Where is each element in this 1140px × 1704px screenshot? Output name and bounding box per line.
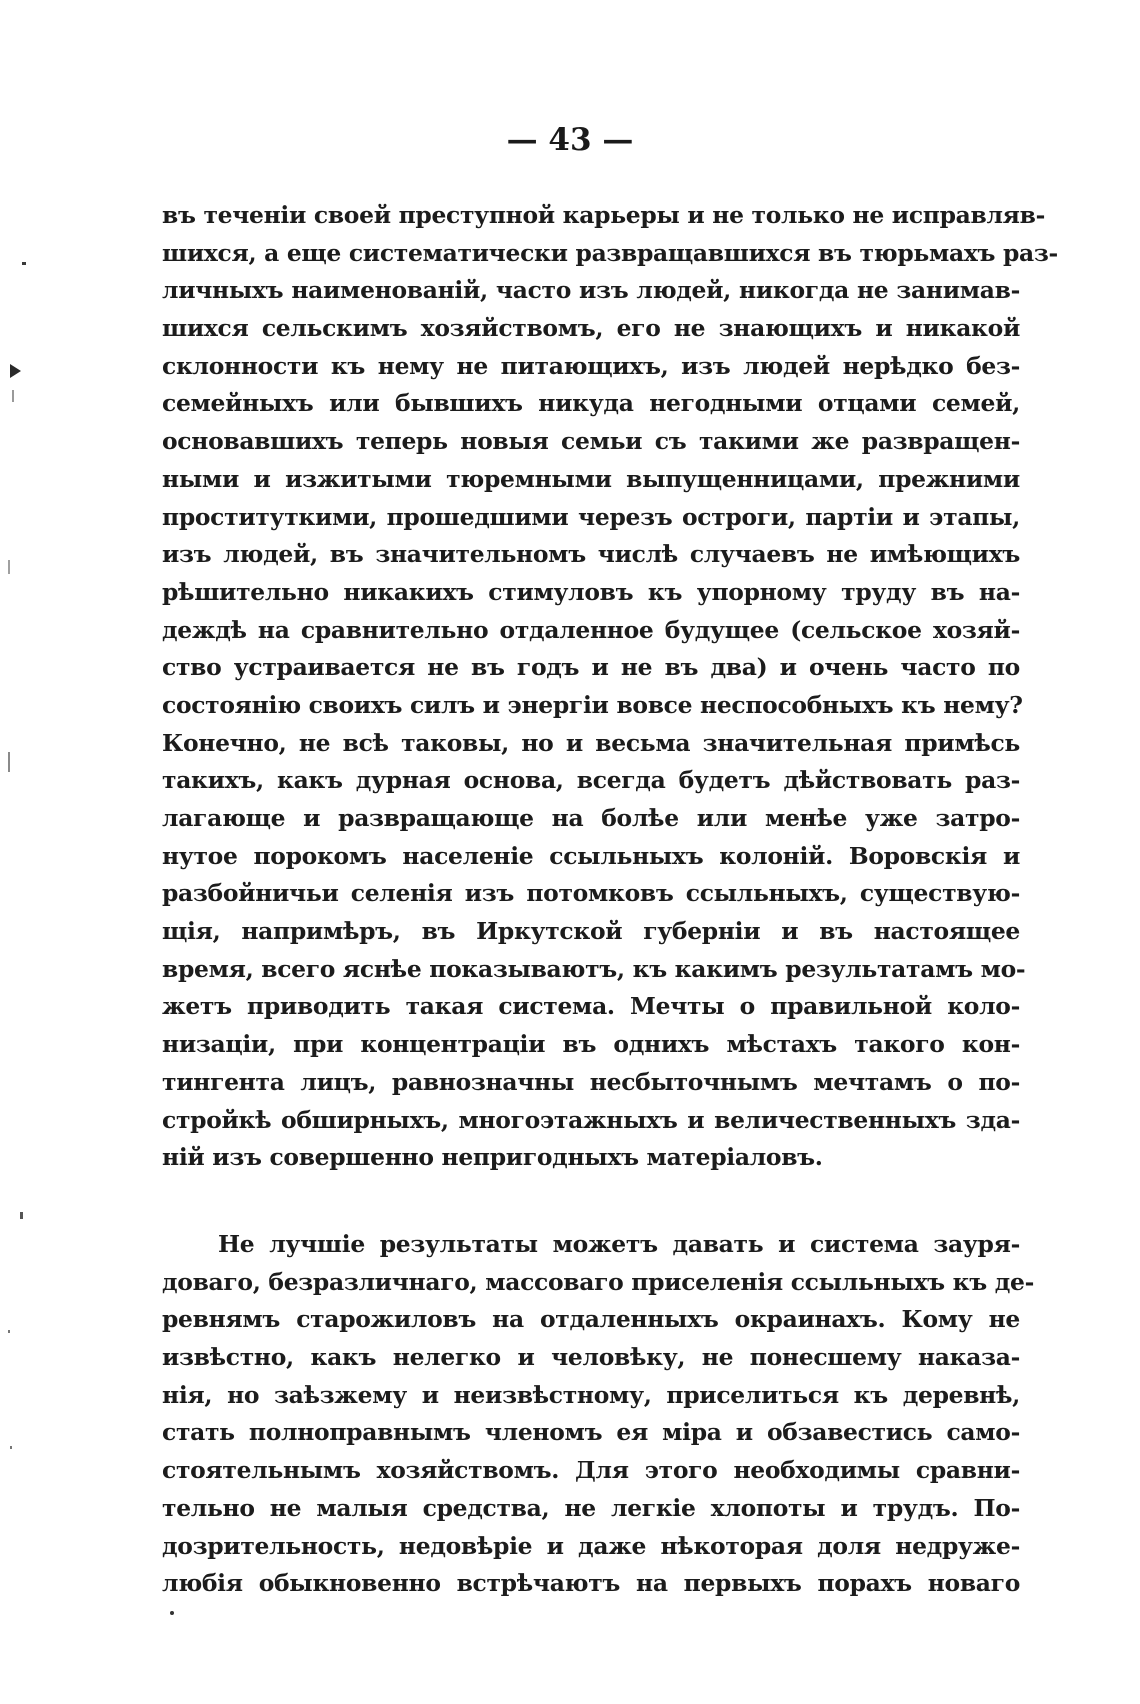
text-line: семейныхъ или бывшихъ никуда негодными отцами семей, bbox=[162, 389, 1020, 418]
margin-arrow-mark bbox=[10, 364, 21, 378]
paragraph-2 bbox=[162, 1226, 1034, 1603]
text-line: стройкѣ обширныхъ, многоэтажныхъ и величественныхъ зда- bbox=[162, 1105, 1020, 1134]
ink-dot-mark bbox=[170, 1611, 174, 1615]
text-line: Конечно, не всѣ таковы, но и весьма значительная примѣсь bbox=[162, 728, 1020, 757]
text-line: стоятельнымъ хозяйствомъ. Для этого необходимы сравни- bbox=[162, 1456, 1020, 1485]
text-line: нутое порокомъ населеніе ссыльныхъ колоній. Воровскія и bbox=[162, 841, 1020, 870]
text-line: щія, напримѣръ, въ Иркутской губерніи и въ настоящее bbox=[162, 917, 1020, 946]
text-line: тельно не малыя средства, не легкіе хлопоты и трудъ. По- bbox=[162, 1493, 1020, 1522]
text-line: склонности къ нему не питающихъ, изъ людей нерѣдко без- bbox=[162, 351, 1020, 380]
text-line: нія, но заѣзжему и неизвѣстному, приселиться къ деревнѣ, bbox=[162, 1380, 1020, 1409]
margin-tick-mark bbox=[8, 752, 10, 772]
text-line: лагающе и развращающе на болѣе или менѣе уже затро- bbox=[162, 804, 1020, 832]
text-line: состоянію своихъ силъ и энергіи вовсе неспособныхъ къ нему? bbox=[162, 690, 1023, 719]
text-line: ство устраивается не въ годъ и не въ два) и очень часто по bbox=[162, 653, 1020, 682]
paragraph-1 bbox=[162, 197, 1058, 1177]
text-line: въ теченіи своей преступной карьеры и не только не исправляв- bbox=[162, 201, 1045, 229]
text-line: тингента лицъ, равнозначны несбыточнымъ мечтамъ о по- bbox=[162, 1067, 1020, 1096]
text-line: такихъ, какъ дурная основа, всегда будетъ дѣйствовать раз- bbox=[162, 766, 1020, 795]
text-line: рѣшительно никакихъ стимуловъ къ упорному труду въ на- bbox=[162, 577, 1020, 606]
page-number: — 43 — bbox=[506, 122, 634, 158]
text-line: дозрительность, недовѣріе и даже нѣкоторая доля недруже- bbox=[162, 1531, 1020, 1560]
text-line: время, всего яснѣе показываютъ, къ какимъ результатамъ мо- bbox=[162, 954, 1026, 983]
text-line: ревнямъ старожиловъ на отдаленныхъ окраинахъ. Кому не bbox=[162, 1305, 1020, 1334]
text-line: проституткими, прошедшими черезъ остроги, партіи и этапы, bbox=[162, 502, 1020, 531]
text-line: изъ людей, въ значительномъ числѣ случаевъ не имѣющихъ bbox=[162, 540, 1020, 569]
margin-dot-mark bbox=[8, 1330, 10, 1333]
text-line: ній изъ совершенно непригодныхъ матеріаловъ. bbox=[162, 1143, 823, 1172]
margin-tick-mark bbox=[12, 390, 14, 402]
text-line: жетъ приводить такая система. Мечты о правильной коло- bbox=[162, 992, 1020, 1021]
text-line: разбойничьи селенія изъ потомковъ ссыльныхъ, существую- bbox=[162, 879, 1020, 908]
margin-tick-mark bbox=[8, 560, 10, 574]
margin-comma-mark bbox=[20, 1212, 23, 1219]
margin-dash-mark bbox=[22, 262, 26, 265]
text-line: доваго, безразличнаго, массоваго приселенія ссыльныхъ къ де- bbox=[162, 1267, 1034, 1296]
text-line: личныхъ наименованій, часто изъ людей, никогда не занимав- bbox=[162, 276, 1020, 305]
text-line: извѣстно, какъ нелегко и человѣку, не понесшему наказа- bbox=[162, 1343, 1020, 1372]
margin-dot-mark bbox=[10, 1446, 12, 1449]
text-line: стать полноправнымъ членомъ ея міра и обзавестись само- bbox=[162, 1418, 1020, 1447]
text-line: ными и изжитыми тюремными выпущенницами, прежними bbox=[162, 464, 1020, 493]
text-line: низаціи, при концентраціи въ однихъ мѣстахъ такого кон- bbox=[162, 1030, 1020, 1059]
text-line: Не лучшіе результаты можетъ давать и система зауря- bbox=[218, 1230, 1020, 1258]
text-line: шихся, а еще систематически развращавшихся въ тюрьмахъ раз- bbox=[162, 238, 1058, 267]
text-line: основавшихъ теперь новыя семьи съ такими же развращен- bbox=[162, 427, 1020, 456]
text-line: шихся сельскимъ хозяйствомъ, его не знающихъ и никакой bbox=[162, 314, 1020, 343]
text-line: любія обыкновенно встрѣчаютъ на первыхъ порахъ новаго bbox=[162, 1569, 1020, 1598]
text-line: деждѣ на сравнительно отдаленное будущее (сельское хозяй- bbox=[162, 615, 1020, 644]
